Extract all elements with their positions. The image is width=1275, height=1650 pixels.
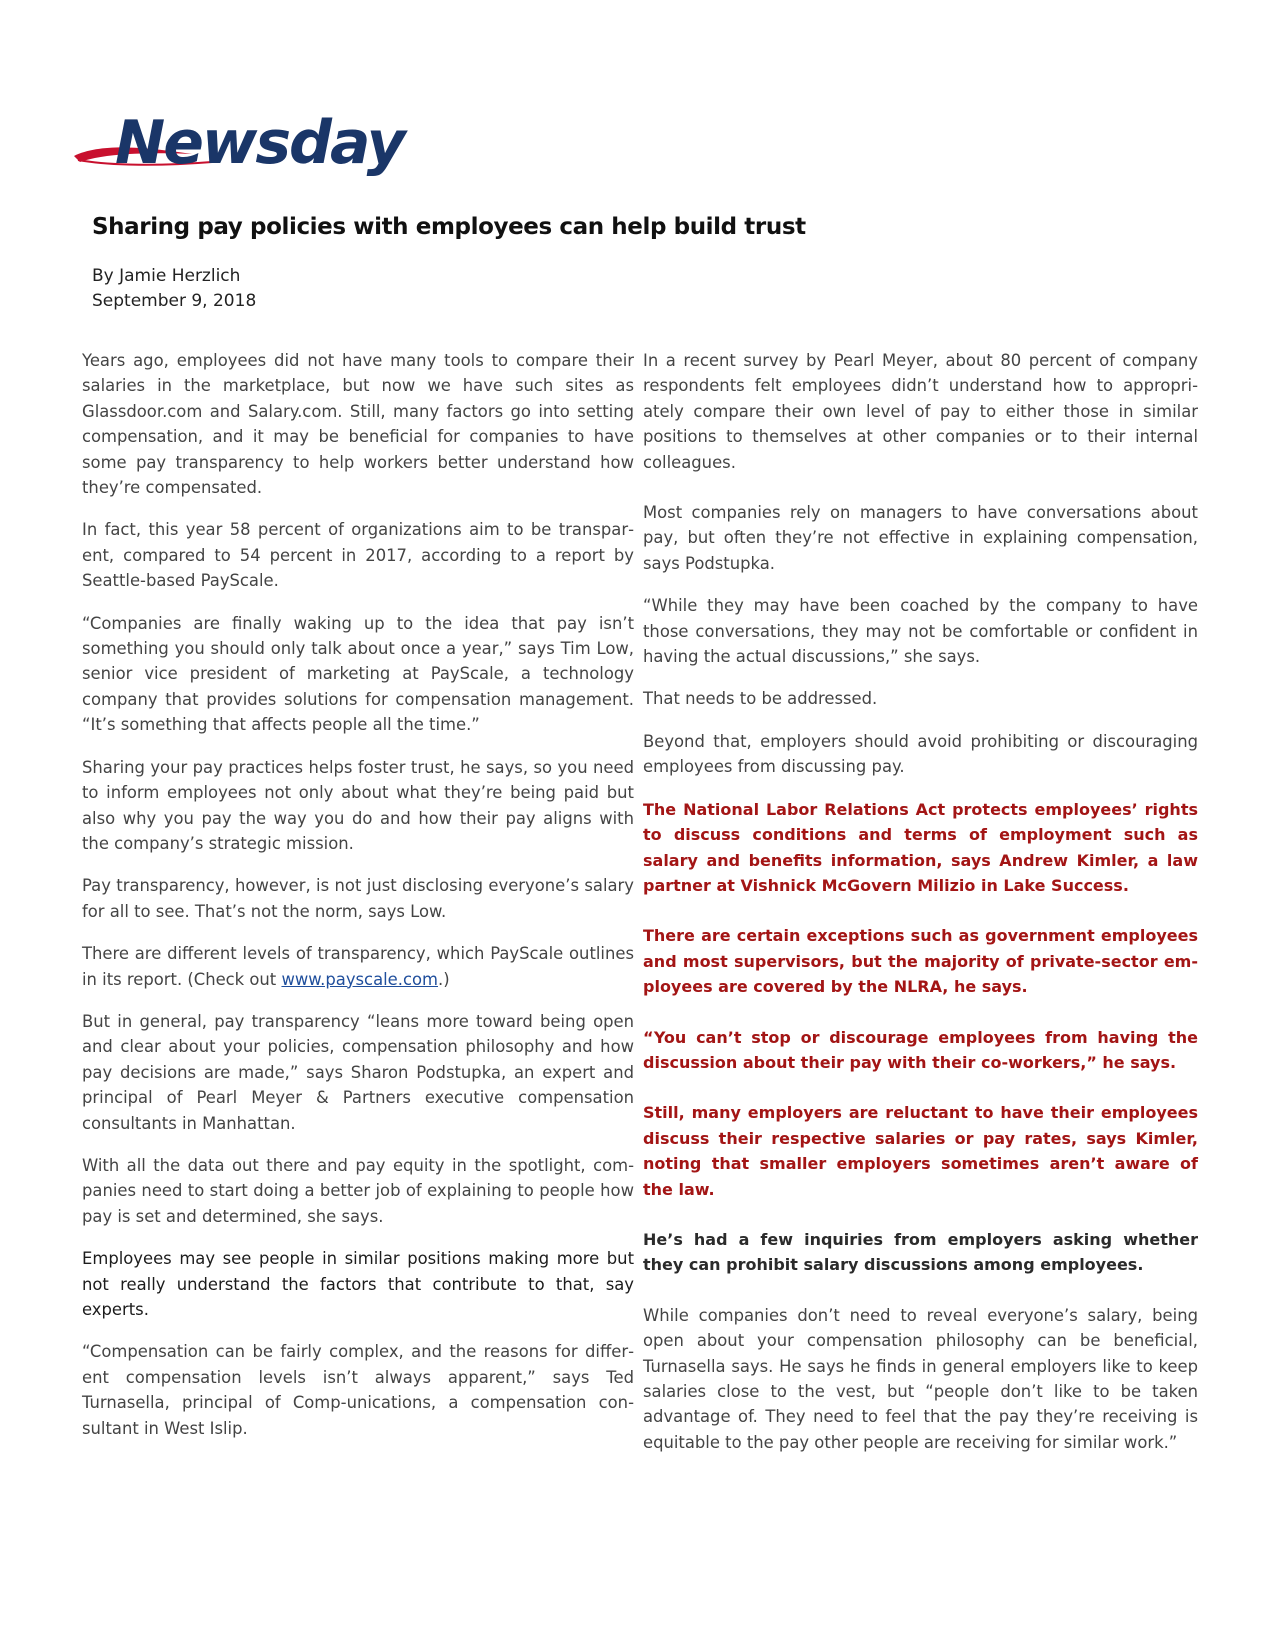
paragraph: Sharing your pay practices helps foster trust, he says, so you need to inform employees not only about what they’re being paid but also why you pay the way you do and how their pay aligns with the company’s strategic mission. (82, 757, 634, 853)
left-column (82, 348, 634, 1458)
paragraph: In a recent survey by Pearl Meyer, about 80 percent of company respondents felt employees didn’t understand how to appropriately compare their own level of pay to either those in similar positions to themselves at other companies or to their internal colleagues. (643, 351, 1198, 472)
right-column (643, 348, 1198, 1472)
paragraph: Most companies rely on managers to have conversations about pay, but often they’re not effective in explaining compensation, says Podstupka. (643, 503, 1198, 573)
author-byline: By Jamie Herzlich (92, 266, 241, 286)
article-headline: Sharing pay policies with employees can help build trust (92, 214, 806, 240)
payscale-link[interactable]: www.payscale.com (281, 969, 438, 989)
paragraph-text: There are different levels of transparency, which PayScale outlines in its report. (Check out (82, 944, 634, 989)
byline-block (92, 264, 256, 314)
paragraph: Beyond that, employers should avoid prohibiting or discouraging employees from discussing pay. (643, 731, 1198, 777)
newsday-logo (72, 108, 512, 188)
paragraph: “Compensation can be fairly complex, and the reasons for different compensation levels isn’t always apparent,” says Ted Turnasella, principal of Comp-unications, a compensation consultant in West Islip. (82, 1342, 634, 1438)
bold-paragraph: He’s had a few inquiries from employers asking whether they can prohibit salary discussions among employees. (643, 1229, 1198, 1275)
paragraph: Employees may see people in similar positions making more but not really understand the factors that contribute to that, say experts. (82, 1249, 634, 1319)
paragraph (82, 941, 634, 992)
paragraph: “Companies are finally waking up to the idea that pay isn’t something you should only talk about once a year,” says Tim Low, senior vice president of marketing at PayScale, a technology company that provides solutions for compensation management. “It’s something that affects people all the time.” (82, 613, 634, 735)
logo-wordmark: Newsday (115, 108, 404, 178)
paragraph: Years ago, employees did not have many tools to compare their salaries in the marketplace, but now we have such sites as Glassdoor.com and Salary.com. Still, many factors go into setting compensation, and it may be beneficial for companies to have some pay transparency to help workers better understand how they’re compensated. (82, 351, 634, 498)
paragraph: With all the data out there and pay equity in the spotlight, companies need to start doing a better job of explaining to people how pay is set and determined, she says. (82, 1155, 634, 1226)
highlighted-paragraph: The National Labor Relations Act protects employees’ rights to discuss conditions and terms of employment such as salary and benefits information, says Andrew Kimler, a law partner at Vishnick McGovern Milizio in Lake Success. (643, 799, 1198, 895)
paragraph-text: .) (437, 969, 450, 989)
highlighted-paragraph: Still, many employers are reluctant to have their employees discuss their respective salaries or pay rates, says Kimler, noting that smaller employers sometimes aren’t aware of the law. (643, 1103, 1198, 1199)
paragraph: That needs to be addressed. (643, 689, 878, 709)
paragraph: While companies don’t need to reveal everyone’s salary, being open about your compensation philosophy can be beneficial, Turnasella says. He says he finds in general employers like to keep salaries close to the vest, but “people don’t like to be taken advantage of. They need to feel that the pay they’re receiving is equitable to the pay other people are receiving for similar work.” (643, 1305, 1198, 1452)
publish-date: September 9, 2018 (92, 291, 257, 311)
paragraph: “While they may have been coached by the company to have those conversations, they may not be comfortable or confident in having the actual discussions,” she says. (643, 596, 1198, 667)
paragraph: Pay transparency, however, is not just disclosing everyone’s salary for all to see. That’s not the norm, says Low. (82, 876, 634, 921)
paragraph: But in general, pay transparency “leans more toward being open and clear about your policies, compensation philosophy and how pay decisions are made,” says Sharon Podstupka, an expert and principal of Pearl Meyer & Partners executive compensation consultants in Manhattan. (82, 1011, 634, 1133)
paragraph: In fact, this year 58 percent of organizations aim to be transparent, compared to 54 percent in 2017, according to a report by Seattle-based PayScale. (82, 520, 634, 591)
highlighted-paragraph: There are certain exceptions such as government employees and most supervisors, but the majority of private-sector employees are covered by the NLRA, he says. (643, 926, 1198, 997)
highlighted-paragraph: “You can’t stop or discourage employees from having the discussion about their pay with their co-workers,” he says. (643, 1027, 1198, 1072)
